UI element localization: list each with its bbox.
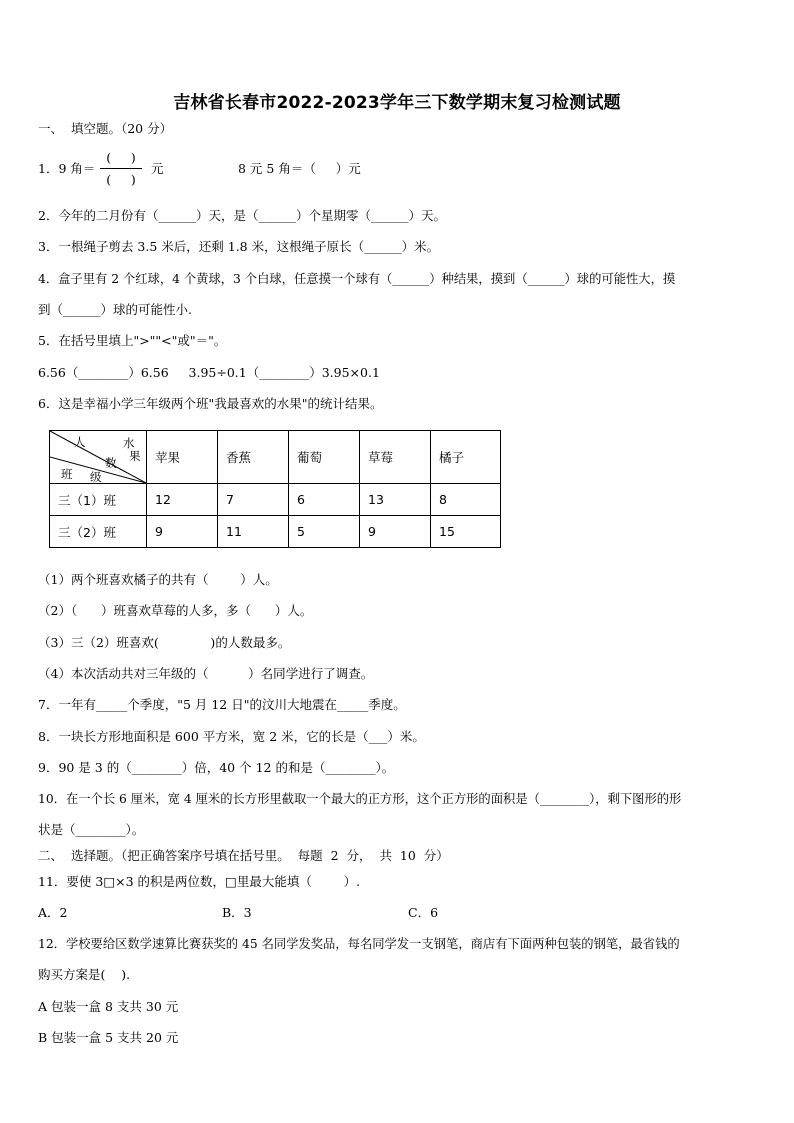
question-4-line-2: 到（______）球的可能性小. <box>38 302 192 317</box>
corner-label-ban: 班 <box>61 467 73 481</box>
table-header-cell: 苹果 <box>147 431 218 484</box>
question-10-line-1: 10．在一个长 6 厘米，宽 4 厘米的长方形里截取一个最大的正方形，这个正方形的面积是（________），剩下图形的形 <box>38 792 682 806</box>
table-row-label: 三（2）班 <box>50 516 147 548</box>
corner-label-ren: 人 <box>74 435 86 449</box>
table-cell: 11 <box>218 516 289 548</box>
question-6-sub-2: （2）（ ）班喜欢草莓的人多，多（ ）人。 <box>38 603 313 618</box>
page-title: 吉林省长春市2022-2023学年三下数学期末复习检测试题 <box>173 93 621 113</box>
table-cell: 5 <box>289 516 360 548</box>
table-header-cell: 橘子 <box>431 431 501 484</box>
question-5-line-1: 5．在括号里填上">""<"或"＝"。 <box>38 333 227 348</box>
question-5-line-2: 6.56（________）6.56 3.95÷0.1（________）3.95×0.1 <box>38 365 380 380</box>
question-4-line-1: 4．盒子里有 2 个红球，4 个黄球，3 个白球，任意摸一个球有（______）种结果，摸到（______）球的可能性大，摸 <box>38 272 676 286</box>
question-9: 9．90 是 3 的（________）倍，40 个 12 的和是（________）。 <box>38 760 395 775</box>
question-11-option-a: A．2 <box>38 905 68 920</box>
table-corner-header <box>50 431 147 484</box>
question-1-fraction <box>100 149 142 188</box>
question-6-sub-1: （1）两个班喜欢橘子的共有（ ）人。 <box>38 572 278 587</box>
table-row-label: 三（1）班 <box>50 484 147 516</box>
section-1-heading: 一、 填空题。（20 分） <box>38 121 173 136</box>
question-11-stem: 11．要使 3□×3 的积是两位数，□里最大能填（ ）. <box>38 874 361 889</box>
table-header-cell: 葡萄 <box>289 431 360 484</box>
question-11-option-b: B．3 <box>222 905 252 920</box>
table-header-cell: 草莓 <box>360 431 431 484</box>
question-6-intro: 6．这是幸福小学三年级两个班"我最喜欢的水果"的统计结果。 <box>38 396 383 411</box>
question-12-option-b: B 包装一盒 5 支共 20 元 <box>38 1030 179 1045</box>
table-cell: 6 <box>289 484 360 516</box>
corner-label-shu: 数 <box>105 456 117 470</box>
fraction-bar <box>100 168 142 169</box>
question-12-line-1: 12．学校要给区数学速算比赛获奖的 45 名同学发奖品，每名同学发一支钢笔，商店有下面两种包装的钢笔，最省钱的 <box>38 937 680 951</box>
question-12-option-a: A 包装一盒 8 支共 30 元 <box>38 999 179 1014</box>
table-row <box>50 516 501 548</box>
section-2-heading: 二、 选择题。（把正确答案序号填在括号里。 每题 2 分， 共 10 分） <box>38 848 449 863</box>
table-cell: 9 <box>147 516 218 548</box>
table-cell: 9 <box>360 516 431 548</box>
question-3: 3．一根绳子剪去 3.5 米后，还剩 1.8 米，这根绳子原长（______）米。 <box>38 239 440 254</box>
question-1-part2: 8 元 5 角＝（ ）元 <box>238 161 361 176</box>
table-cell: 7 <box>218 484 289 516</box>
corner-label-ji: 级 <box>90 470 102 484</box>
question-6-sub-3: （3）三（2）班喜欢( )的人数最多。 <box>38 635 291 650</box>
question-1-prefix: 1．9 角＝ <box>38 161 96 176</box>
question-6-sub-4: （4）本次活动共对三年级的（ ）名同学进行了调查。 <box>38 666 374 681</box>
table-row <box>50 484 501 516</box>
table-cell: 13 <box>360 484 431 516</box>
question-1-unit: 元 <box>147 161 164 176</box>
question-7: 7．一年有_____个季度，"5 月 12 日"的汶川大地震在_____季度。 <box>38 697 406 712</box>
fruit-survey-table <box>49 430 501 548</box>
table-cell: 15 <box>431 516 501 548</box>
fraction-denominator-blank[interactable]: ( ) <box>106 172 136 187</box>
fraction-numerator-blank[interactable]: ( ) <box>106 150 136 165</box>
question-8: 8．一块长方形地面积是 600 平方米，宽 2 米，它的长是（___）米。 <box>38 729 425 744</box>
question-2: 2．今年的二月份有（______）天，是（______）个星期零（______）天。 <box>38 208 446 223</box>
table-cell: 8 <box>431 484 501 516</box>
table-cell: 12 <box>147 484 218 516</box>
question-12-line-2: 购买方案是( ). <box>38 967 131 982</box>
question-10-line-2: 状是（________）。 <box>38 822 145 837</box>
corner-label-shui: 水 <box>123 436 135 450</box>
question-11-option-c: C．6 <box>408 905 439 920</box>
table-header-cell: 香蕉 <box>218 431 289 484</box>
corner-label-guo: 果 <box>129 449 141 463</box>
